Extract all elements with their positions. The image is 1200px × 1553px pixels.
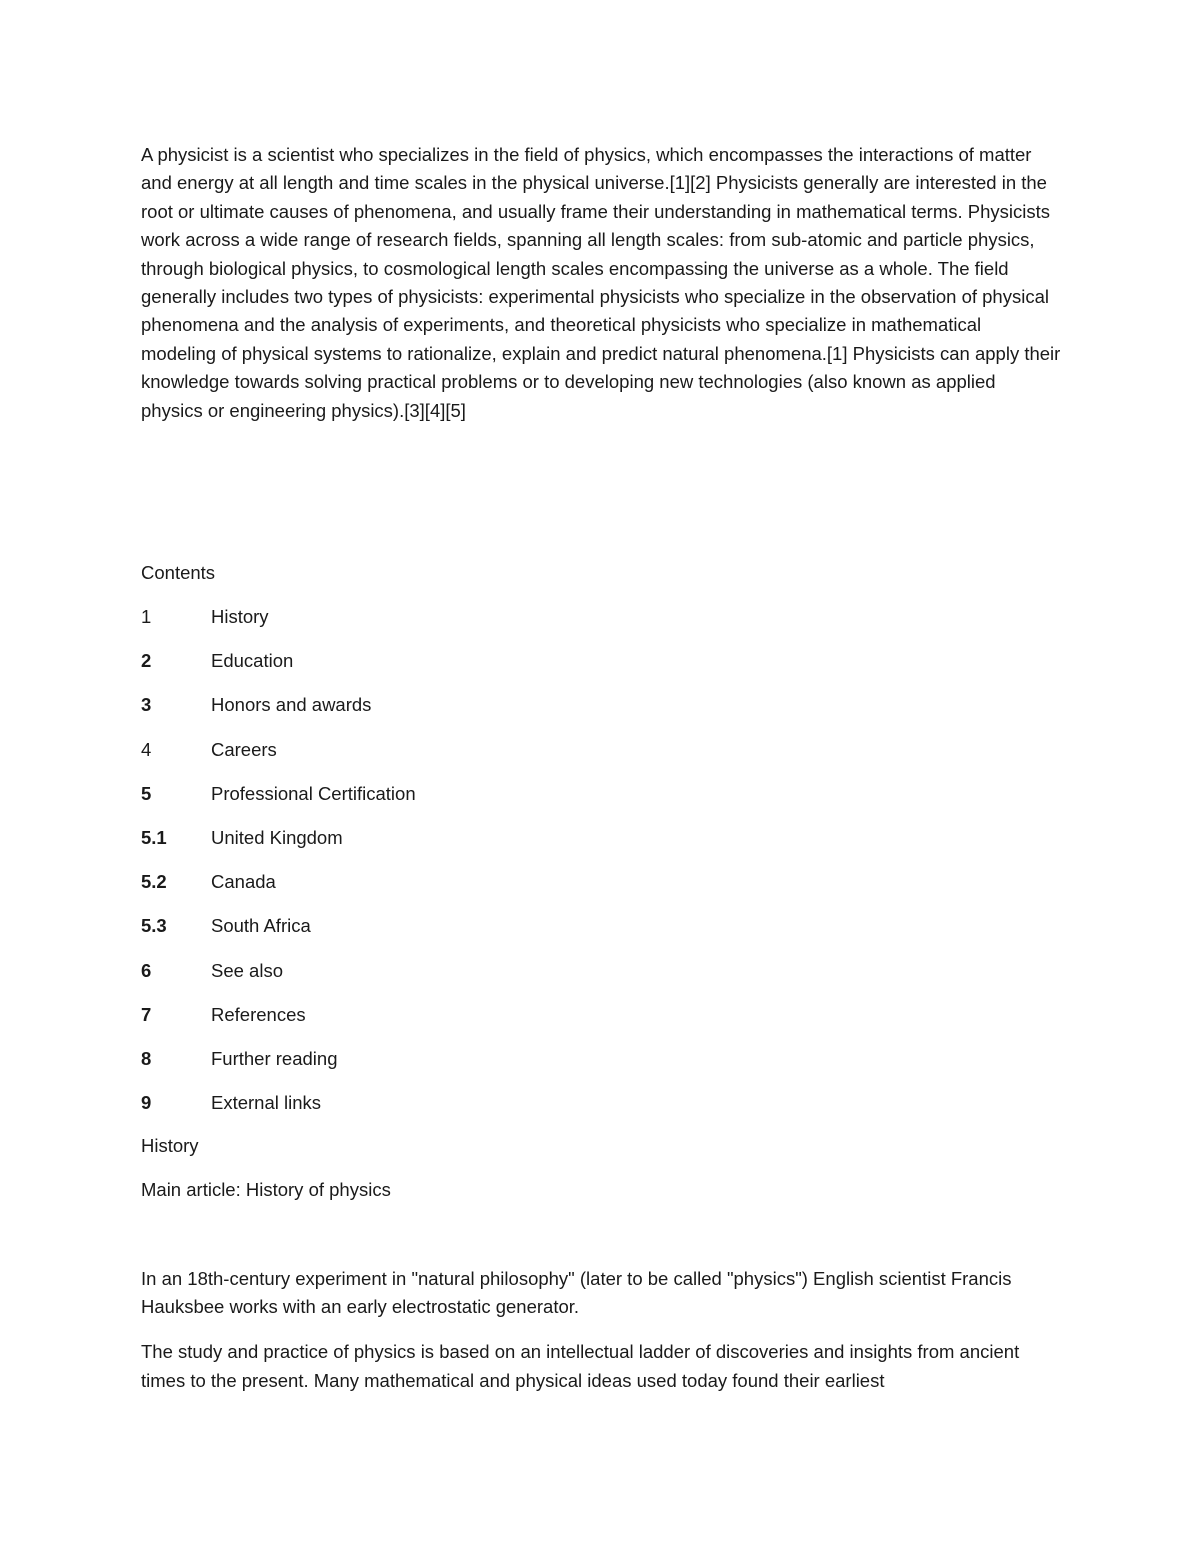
toc-item-number: 1 (141, 606, 152, 627)
toc-item (141, 1045, 416, 1089)
toc-item-number: 2 (141, 650, 152, 672)
toc-item-number: 8 (141, 1047, 152, 1069)
toc-item-number: 5.2 (141, 871, 167, 893)
toc-item-number: 9 (141, 1092, 152, 1114)
toc-item (141, 736, 416, 780)
toc-item-label: United Kingdom (211, 826, 343, 848)
toc-item (141, 647, 416, 691)
toc-item (141, 603, 416, 647)
toc-item (141, 912, 416, 956)
toc-item-label: External links (211, 1092, 322, 1114)
table-of-contents (141, 603, 416, 1133)
toc-item (141, 957, 416, 1001)
contents-heading: Contents (141, 562, 216, 583)
toc-item-label: South Africa (211, 915, 311, 937)
toc-item-number: 6 (141, 959, 152, 981)
image-caption: In an 18th-century experiment in "natural philosophy" (later to be called "physics") English scientist Francis Hauksbee works with an early electrostatic generator. (141, 1268, 1012, 1318)
toc-item-label: Careers (211, 738, 277, 760)
toc-item-label: See also (211, 959, 283, 981)
toc-item-number: 7 (141, 1003, 152, 1025)
toc-item-number: 4 (141, 738, 152, 760)
intro-section (141, 141, 1061, 425)
toc-item (141, 780, 416, 824)
history-paragraph: The study and practice of physics is based on an intellectual ladder of discoveries and insights from ancient times to the present. Many mathematical and physical ideas used today found their earliest (141, 1341, 1020, 1391)
toc-item (141, 691, 416, 735)
toc-item-label: History (211, 606, 269, 627)
toc-item-label: Honors and awards (211, 694, 372, 716)
toc-item (141, 1001, 416, 1045)
toc-item (141, 824, 416, 868)
toc-item-number: 5.1 (141, 826, 167, 848)
toc-item-label: Education (211, 650, 294, 672)
toc-item-number: 5.3 (141, 915, 167, 937)
toc-item-label: Further reading (211, 1047, 338, 1069)
toc-item (141, 1089, 416, 1133)
intro-paragraph: A physicist is a scientist who specializes in the field of physics, which encompasses the interactions of matter and energy at all length and time scales in the physical universe.[1][2] Physicists generally are interested in the root or ultimate causes of phenomena, and usually frame their understanding in mathematical terms. Physicists work across a wide range of research fields, spanning all length scales: from sub-atomic and particle physics, through biological physics, to cosmological length scales encompassing the universe as a whole. The field generally includes two types of physicists: experimental physicists who specialize in the observation of physical phenomena and the analysis of experiments, and theoretical physicists who specialize in mathematical modeling of physical systems to rationalize, explain and predict natural phenomena.[1] Physicists can apply their knowledge towards solving practical problems or to developing new technologies (also known as applied physics or engineering physics).[3][4][5] (141, 144, 1061, 421)
toc-item-label: Professional Certification (211, 782, 416, 804)
toc-item (141, 868, 416, 912)
toc-item-number: 3 (141, 694, 152, 716)
history-heading: History (141, 1135, 199, 1156)
toc-item-number: 5 (141, 782, 152, 804)
toc-item-label: References (211, 1003, 306, 1025)
toc-item-label: Canada (211, 871, 276, 893)
main-article-note: Main article: History of physics (141, 1179, 391, 1200)
